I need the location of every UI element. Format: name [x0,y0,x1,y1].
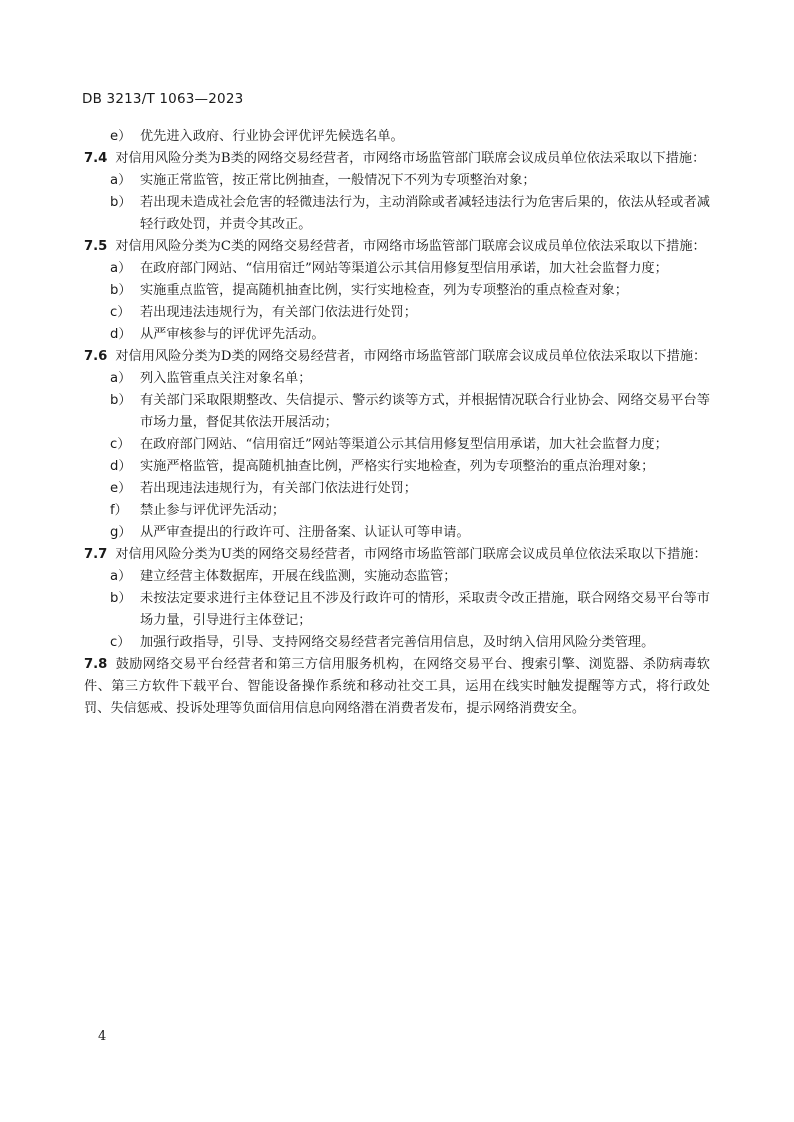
list-item-marker: a） [110,569,132,584]
document-standard-number: DB 3213/T 1063—2023 [82,91,244,107]
list-item [84,192,710,236]
list-item-text: 建立经营主体数据库，开展在线监测，实施动态监管； [140,569,457,584]
page-number: 4 [98,1029,107,1044]
list-item [84,170,710,192]
clause-number: 7.8 [84,657,108,672]
list-item-text: 未按法定要求进行主体登记且不涉及行政许可的情形，采取责令改正措施，联合网络交易平台等市场力量，引导进行主体登记； [140,591,710,628]
list-item [84,632,710,654]
list-item-marker: c） [110,437,131,452]
list-item-text: 若出现未造成社会危害的轻微违法行为，主动消除或者减轻违法行为危害后果的，依法从轻或者减轻行政处罚，并责令其改正。 [140,195,710,232]
clause-text: 鼓励网络交易平台经营者和第三方信用服务机构，在网络交易平台、搜索引擎、浏览器、杀防病毒软件、第三方软件下载平台、智能设备操作系统和移动社交工具，运用在线实时触发提醒等方式，将行政处罚、失信惩戒、投诉处理等负面信用信息向网络潜在消费者发布，提示网络消费安全。 [84,657,710,716]
list-item-text: 在政府部门网站、“信用宿迁”网站等渠道公示其信用修复型信用承诺，加大社会监督力度； [140,261,668,276]
clause-7-6 [84,346,710,368]
list-item-marker: a） [110,371,132,386]
list-item-marker: b） [110,393,132,408]
list-item [84,434,710,456]
clause-list [84,148,710,720]
clause-text: 对信用风险分类为B类的网络交易经营者，市网络市场监管部门联席会议成员单位依法采取以下措施： [115,151,706,166]
list-item-marker: d） [110,459,132,474]
list-item [84,302,710,324]
list-item-text: 优先进入政府、行业协会评优评先候选名单。 [140,129,404,144]
list-item-marker: e） [110,481,132,496]
list-item-text: 加强行政指导，引导、支持网络交易经营者完善信用信息，及时纳入信用风险分类管理。 [140,635,655,650]
list-item-text: 实施严格监管，提高随机抽查比例，严格实行实地检查，列为专项整治的重点治理对象； [140,459,655,474]
list-item-text: 实施正常监管，按正常比例抽查，一般情况下不列为专项整治对象； [140,173,536,188]
list-item [84,456,710,478]
list-item-text: 从严审查提出的行政许可、注册备案、认证认可等申请。 [140,525,470,540]
list-item [84,324,710,346]
list-item [84,280,710,302]
list-item-marker: b） [110,195,132,210]
list-item [84,566,710,588]
clause-text: 对信用风险分类为C类的网络交易经营者，市网络市场监管部门联席会议成员单位依法采取以下措施： [115,239,706,254]
list-item-text: 在政府部门网站、“信用宿迁”网站等渠道公示其信用修复型信用承诺，加大社会监督力度； [140,437,668,452]
clause-7-5 [84,236,710,258]
clause-text: 对信用风险分类为U类的网络交易经营者，市网络市场监管部门联席会议成员单位依法采取以下措施： [115,547,707,562]
clause-number: 7.5 [84,239,108,254]
list-item [84,478,710,500]
list-item-marker: e） [110,129,132,144]
clause-7-4 [84,148,710,170]
list-item [84,258,710,280]
clause-number: 7.6 [84,349,108,364]
list-item-marker: f） [110,503,128,518]
list-item-marker: b） [110,591,132,606]
list-item-text: 实施重点监管，提高随机抽查比例，实行实地检查，列为专项整治的重点检查对象； [140,283,628,298]
list-item [84,126,710,148]
clause-text: 对信用风险分类为D类的网络交易经营者，市网络市场监管部门联席会议成员单位依法采取以下措施： [115,349,707,364]
list-item [84,500,710,522]
list-item-marker: a） [110,173,132,188]
list-item-marker: g） [110,525,132,540]
document-body [84,126,710,720]
list-item-text: 禁止参与评优评先活动； [140,503,286,518]
clause-7-7 [84,544,710,566]
list-item [84,368,710,390]
list-item-text: 若出现违法违规行为，有关部门依法进行处罚； [140,305,417,320]
list-item [84,390,710,434]
clause-number: 7.7 [84,547,108,562]
list-item-marker: b） [110,283,132,298]
list-item-marker: a） [110,261,132,276]
list-item-text: 有关部门采取限期整改、失信提示、警示约谈等方式，并根据情况联合行业协会、网络交易平台等市场力量，督促其依法开展活动； [140,393,710,430]
list-item [84,588,710,632]
list-item-marker: c） [110,635,131,650]
list-item-marker: c） [110,305,131,320]
list-item-text: 若出现违法违规行为，有关部门依法进行处罚； [140,481,417,496]
list-item-marker: d） [110,327,132,342]
list-item-text: 列入监管重点关注对象名单； [140,371,312,386]
clause-7-8 [84,654,710,720]
list-item [84,522,710,544]
clause-number: 7.4 [84,151,108,166]
list-item-text: 从严审核参与的评优评先活动。 [140,327,325,342]
